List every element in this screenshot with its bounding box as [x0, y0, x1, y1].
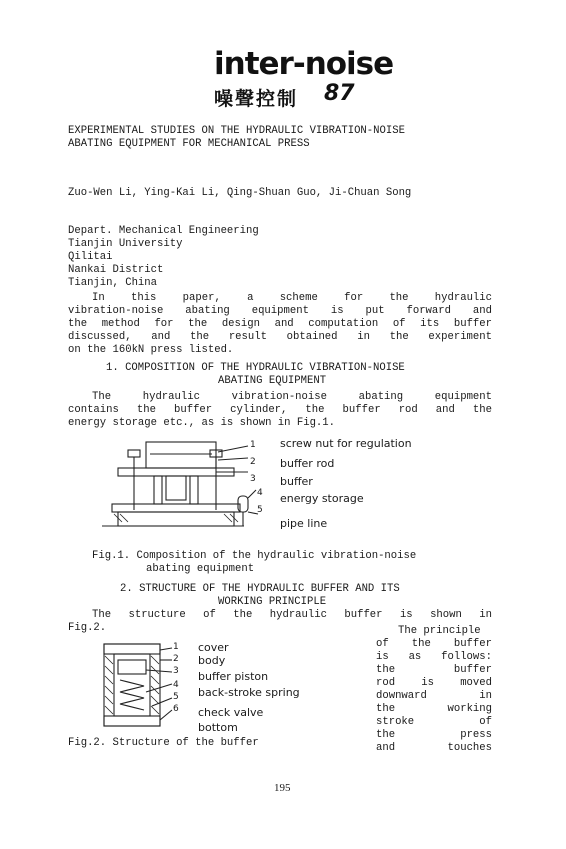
figure-1-callout-number: 1: [250, 440, 256, 450]
affiliation-line: Nankai District: [68, 264, 164, 276]
side-column-line: is as follows:: [376, 651, 492, 663]
section-2-heading: 2. STRUCTURE OF THE HYDRAULIC BUFFER AND ITS: [120, 583, 400, 595]
figure-2-drawing: [100, 640, 178, 730]
section-1-body-line: energy storage etc., as is shown in Fig.1.: [68, 417, 336, 429]
paper-title-line-1: EXPERIMENTAL STUDIES ON THE HYDRAULIC VIBRATION-NOISE: [68, 125, 405, 137]
affiliation-line: Tianjin, China: [68, 277, 158, 289]
section-2-heading-cont: WORKING PRINCIPLE: [218, 596, 327, 608]
section-1-body-line: The hydraulic vibration-noise abating equipment: [92, 391, 492, 403]
figure-1-label: buffer: [280, 475, 313, 488]
intro-line: on the 160kN press listed.: [68, 344, 234, 356]
conference-logo-cjk: 噪聲控制: [214, 88, 299, 110]
affiliation-line: Qilitai: [68, 251, 113, 263]
figure-2-callout-number: 4: [173, 680, 179, 690]
figure-2-callout-number: 5: [173, 692, 179, 702]
figure-2-callout-number: 3: [173, 666, 179, 676]
figure-1-caption-cont: abating equipment: [146, 563, 255, 575]
section-1-heading-cont: ABATING EQUIPMENT: [218, 375, 327, 387]
paper-title-line-2: ABATING EQUIPMENT FOR MECHANICAL PRESS: [68, 138, 310, 150]
intro-line: In this paper, a scheme for the hydraulic: [92, 292, 492, 304]
figure-2-caption: Fig.2. Structure of the buffer: [68, 737, 259, 749]
intro-line: discussed, and the result obtained in the experiment: [68, 331, 492, 343]
intro-line: vibration-noise abating equipment is put forward and: [68, 305, 492, 317]
figure-1-label: energy storage: [280, 492, 364, 505]
section-2-body-line: The structure of the hydraulic buffer is shown in: [92, 609, 492, 621]
figure-2-label: buffer piston: [198, 670, 269, 683]
figure-2-label: bottom: [198, 721, 238, 734]
side-column-line: of the buffer: [376, 638, 492, 650]
figure-1-label: screw nut for regulation: [280, 437, 412, 450]
affiliation-line: Depart. Mechanical Engineering: [68, 225, 259, 237]
side-column-line: the working: [376, 703, 492, 715]
figure-2-callout-number: 2: [173, 654, 179, 664]
figure-2-label: cover: [198, 641, 229, 654]
figure-1-caption: Fig.1. Composition of the hydraulic vibration-noise: [92, 550, 417, 562]
figure-2-label: back-stroke spring: [198, 686, 300, 699]
side-column-line: rod is moved: [376, 677, 492, 689]
figure-2-callout-number: 1: [173, 642, 179, 652]
figure-1-callout-number: 2: [250, 457, 256, 467]
section-1-body-line: contains the buffer cylinder, the buffer rod and the: [68, 404, 492, 416]
side-column-line: downward in: [376, 690, 492, 702]
figure-1-callout-number: 5: [257, 505, 263, 515]
figure-1-label: pipe line: [280, 517, 328, 530]
figure-2-label: check valve: [198, 706, 264, 719]
side-column-line: the buffer: [376, 664, 492, 676]
side-column-line: stroke of: [376, 716, 492, 728]
figure-1-drawing: [98, 432, 268, 544]
side-column-line: The principle: [398, 625, 481, 637]
intro-line: the method for the design and computation of its buffer: [68, 318, 492, 330]
conference-logo-year: 87: [324, 81, 355, 106]
figure-1-label: buffer rod: [280, 457, 335, 470]
conference-logo: inter-noise: [214, 46, 394, 82]
side-column-line: and touches: [376, 742, 492, 754]
section-2-body-line: Fig.2.: [68, 622, 107, 634]
author-list: Zuo-Wen Li, Ying-Kai Li, Qing-Shuan Guo, Ji-Chuan Song: [68, 187, 412, 199]
figure-2-callout-number: 6: [173, 704, 179, 714]
figure-1-callout-number: 4: [257, 488, 263, 498]
side-column-line: the press: [376, 729, 492, 741]
figure-2-label: body: [198, 654, 226, 667]
page-number: 195: [274, 782, 291, 794]
affiliation-line: Tianjin University: [68, 238, 183, 250]
figure-1-callout-number: 3: [250, 474, 256, 484]
section-1-heading: 1. COMPOSITION OF THE HYDRAULIC VIBRATION-NOISE: [106, 362, 405, 374]
